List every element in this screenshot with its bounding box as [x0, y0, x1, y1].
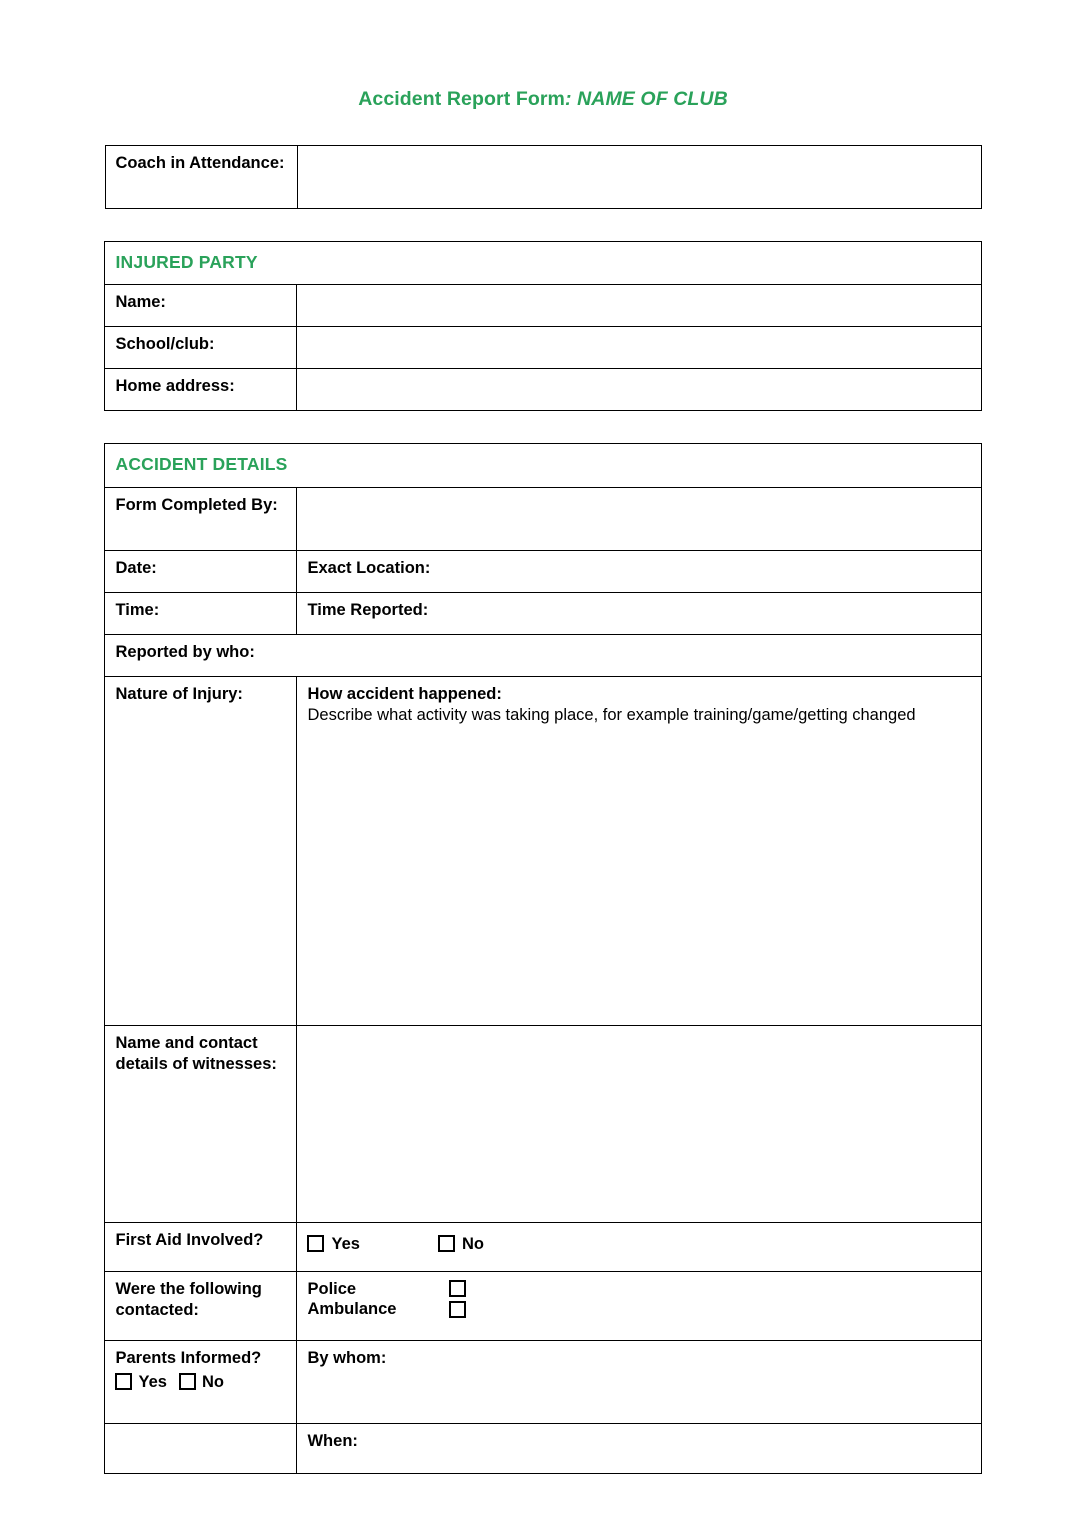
how-accident-happened-label: How accident happened:	[307, 684, 502, 703]
when-label[interactable]: When:	[297, 1423, 981, 1473]
contacted-options-cell	[297, 1271, 981, 1340]
table-row	[105, 634, 981, 676]
when-spacer-cell	[105, 1423, 297, 1473]
table-row	[105, 1271, 981, 1340]
contacted-label: Were the following contacted:	[105, 1271, 297, 1340]
first-aid-no-label: No	[461, 1234, 484, 1253]
first-aid-yes-option[interactable]	[307, 1234, 359, 1255]
witnesses-label: Name and contact details of witnesses:	[105, 1025, 297, 1222]
table-row	[105, 1340, 981, 1423]
accident-details-table	[104, 443, 981, 1473]
accident-details-heading-text: ACCIDENT DETAILS	[115, 454, 288, 475]
injured-name-field[interactable]	[297, 285, 981, 327]
checkbox-icon[interactable]	[438, 1235, 455, 1252]
injured-school-club-label: School/club:	[105, 327, 297, 369]
witnesses-field[interactable]	[297, 1025, 981, 1222]
coach-attendance-table	[105, 145, 982, 209]
reported-by-who-label[interactable]: Reported by who:	[105, 634, 981, 676]
how-accident-happened-hint: Describe what activity was taking place, for example training/game/getting changed	[307, 706, 916, 725]
by-whom-label[interactable]: By whom:	[297, 1340, 981, 1423]
first-aid-no-option[interactable]	[438, 1234, 484, 1255]
accident-details-heading-row	[105, 444, 981, 487]
injured-home-address-label: Home address:	[105, 369, 297, 411]
nature-of-injury-label[interactable]: Nature of Injury:	[105, 676, 297, 1025]
table-row	[105, 487, 981, 550]
parents-yes-option[interactable]	[115, 1372, 166, 1393]
table-row	[105, 146, 981, 209]
parents-no-option[interactable]	[179, 1372, 224, 1393]
time-label[interactable]: Time:	[105, 592, 297, 634]
parents-informed-label: Parents Informed?	[115, 1348, 262, 1367]
table-row	[105, 369, 981, 411]
table-row	[105, 592, 981, 634]
coach-in-attendance-field[interactable]	[297, 146, 981, 209]
title-main-text: Accident Report Form	[358, 88, 565, 110]
checkbox-icon[interactable]	[179, 1373, 196, 1390]
injured-name-label: Name:	[105, 285, 297, 327]
injured-party-heading-row	[105, 242, 981, 285]
checkbox-icon[interactable]	[449, 1280, 466, 1297]
exact-location-label[interactable]: Exact Location:	[297, 550, 981, 592]
first-aid-involved-label: First Aid Involved?	[105, 1222, 297, 1271]
table-row	[105, 1025, 981, 1222]
table-row	[105, 285, 981, 327]
date-label[interactable]: Date:	[105, 550, 297, 592]
title-club-text: : NAME OF CLUB	[564, 88, 728, 110]
injured-party-heading-cell	[105, 242, 981, 285]
checkbox-icon[interactable]	[449, 1301, 466, 1318]
parents-informed-cell	[105, 1340, 297, 1423]
table-row	[105, 1222, 981, 1271]
page-title	[0, 0, 1086, 111]
injured-party-table	[104, 241, 981, 411]
parents-yes-label: Yes	[138, 1373, 167, 1392]
parents-no-label: No	[201, 1373, 224, 1392]
coach-in-attendance-label: Coach in Attendance:	[105, 146, 297, 209]
ambulance-label: Ambulance	[307, 1300, 397, 1318]
table-row	[105, 1423, 981, 1473]
injured-party-heading-text: INJURED PARTY	[115, 252, 258, 272]
injured-school-club-field[interactable]	[297, 327, 981, 369]
accident-details-heading-cell	[105, 444, 981, 487]
form-completed-by-field[interactable]	[297, 487, 981, 550]
first-aid-options-cell	[297, 1222, 981, 1271]
injured-home-address-field[interactable]	[297, 369, 981, 411]
checkbox-icon[interactable]	[307, 1235, 324, 1252]
table-row	[105, 327, 981, 369]
how-accident-happened-cell[interactable]	[297, 676, 981, 1025]
time-reported-label[interactable]: Time Reported:	[297, 592, 981, 634]
first-aid-yes-label: Yes	[331, 1234, 360, 1253]
form-completed-by-label: Form Completed By:	[105, 487, 297, 550]
checkbox-icon[interactable]	[115, 1373, 132, 1390]
police-label: Police	[307, 1279, 357, 1298]
table-row	[105, 550, 981, 592]
table-row	[105, 676, 981, 1025]
